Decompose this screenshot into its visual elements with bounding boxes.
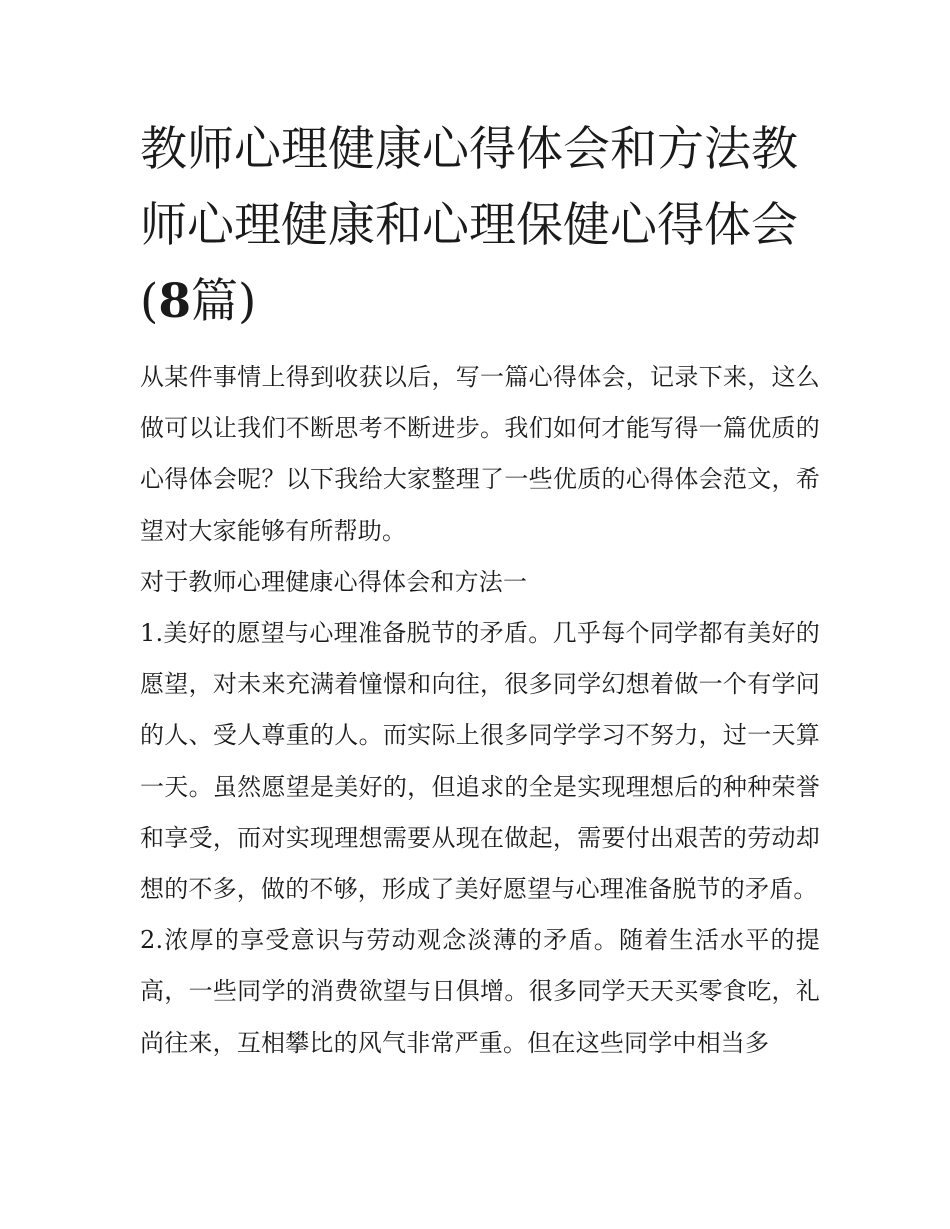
title-main: 教师心理健康心得体会和方法教师心理健康和心理保健心得体会( xyxy=(140,122,798,329)
body-paragraph-1: 1.美好的愿望与心理准备脱节的矛盾。几乎每个同学都有美好的愿望，对未来充满着憧憬和向往，很多同学幻想着做一个有学问的人、受人尊重的人。而实际上很多同学学习不努力，过一天算一天。虽然愿望是美好的，但追求的全是实现理想后的种种荣誉和享受，而对实现理想需要从现在做起，需要付出艰苦的劳动却想的不多，做的不够，形成了美好愿望与心理准备脱节的矛盾。 xyxy=(140,619,820,904)
title-tail: 篇) xyxy=(191,274,257,329)
document-body xyxy=(140,352,820,1069)
document-title xyxy=(140,112,820,340)
section-heading: 对于教师心理健康心得体会和方法一 xyxy=(140,567,528,596)
title-number: 8 xyxy=(158,274,192,329)
body-paragraph-2: 2.浓厚的享受意识与劳动观念淡薄的矛盾。随着生活水平的提高，一些同学的消费欲望与日俱增。很多同学天天买零食吃，礼尚往来，互相攀比的风气非常严重。但在这些同学中相当多 xyxy=(140,926,820,1057)
intro-paragraph: 从某件事情上得到收获以后，写一篇心得体会，记录下来，这么做可以让我们不断思考不断进步。我们如何才能写得一篇优质的心得体会呢？以下我给大家整理了一些优质的心得体会范文，希望对大家能够有所帮助。 xyxy=(140,363,820,545)
